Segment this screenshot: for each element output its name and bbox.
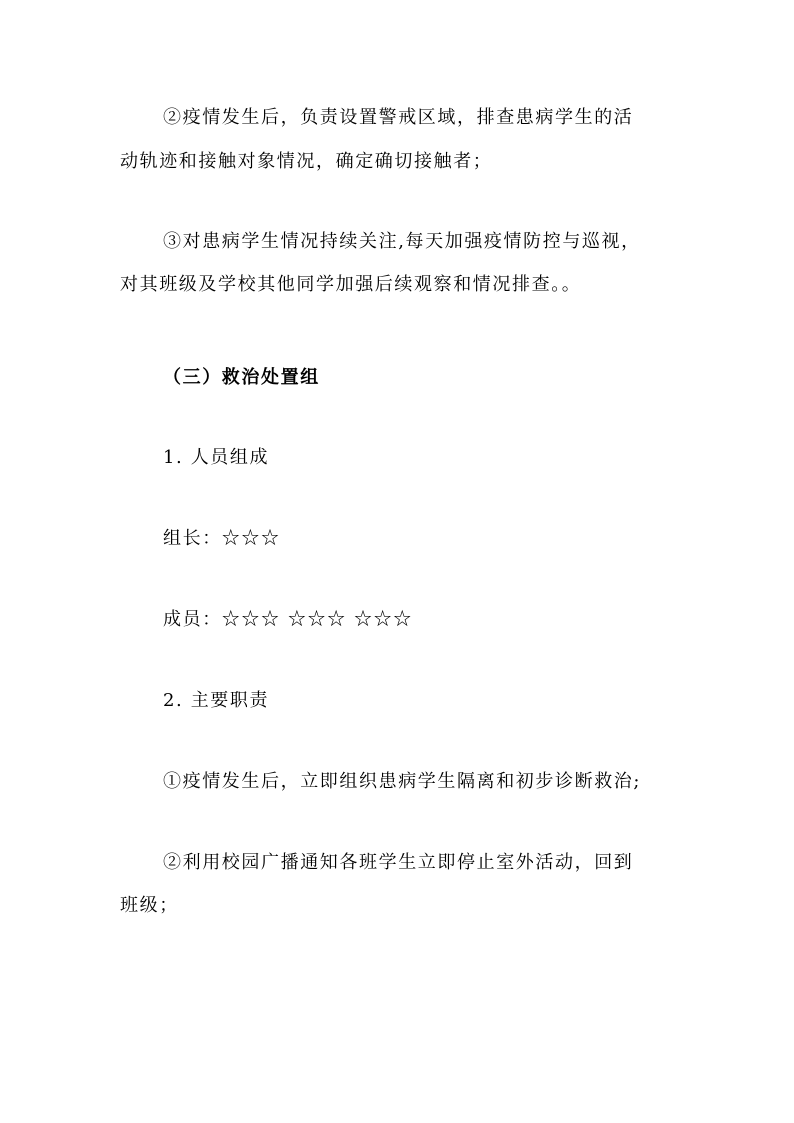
subsection-duties: 2. 主要职责 <box>163 690 270 711</box>
duty-1-line: ①疫情发生后，立即组织患病学生隔离和初步诊断救治; <box>163 771 642 792</box>
paragraph-2-line-1: ②疫情发生后，负责设置警戒区域，排查患病学生的活 <box>163 107 634 128</box>
section-heading-treatment-group: （三）救治处置组 <box>163 367 320 388</box>
paragraph-2-line-2: 动轨迹和接触对象情况，确定确切接触者； <box>120 151 493 172</box>
duty-2-line-1: ②利用校园广播通知各班学生立即停止室外活动，回到 <box>163 852 634 873</box>
paragraph-3-line-1: ③对患病学生情况持续关注,每天加强疫情防控与巡视， <box>163 231 641 252</box>
group-leader-line: 组长：☆☆☆ <box>163 528 281 549</box>
duty-2-line-2: 班级； <box>120 895 179 916</box>
paragraph-3-line-2: 对其班级及学校其他同学加强后续观察和情况排查。。 <box>120 274 582 295</box>
subsection-personnel: 1. 人员组成 <box>163 447 270 468</box>
members-line: 成员：☆☆☆ ☆☆☆ ☆☆☆ <box>163 609 413 630</box>
